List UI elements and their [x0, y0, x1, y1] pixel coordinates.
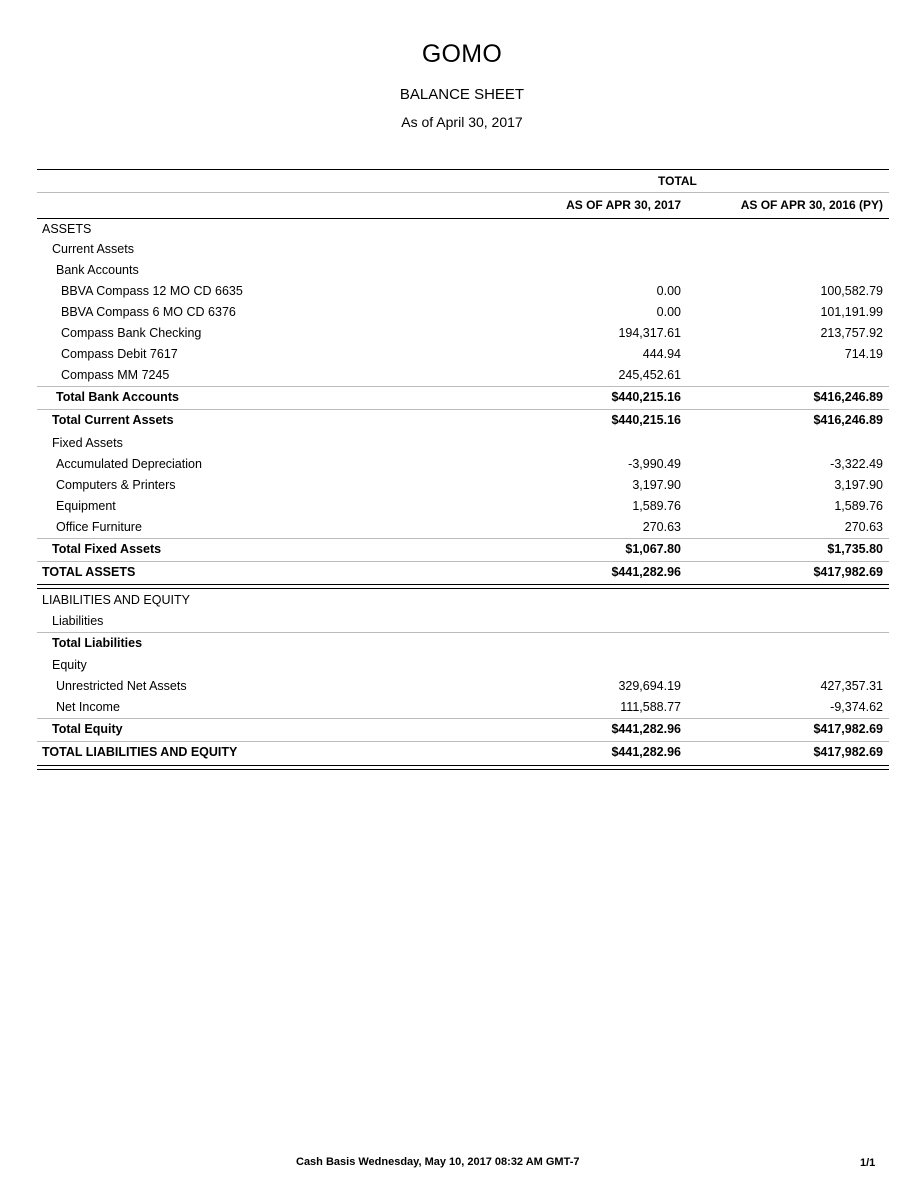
row-label: Bank Accounts	[56, 263, 139, 277]
row-value-2016: 714.19	[844, 347, 883, 361]
row-value-2017: 111,588.77	[620, 700, 681, 714]
row-value-2017: 329,694.19	[618, 679, 681, 693]
row-label: BBVA Compass 6 MO CD 6376	[61, 305, 236, 319]
row-value-2016: 1,589.76	[834, 499, 883, 513]
row-value-2017: $440,215.16	[611, 390, 681, 404]
row-value-2016: -9,374.62	[830, 700, 883, 714]
row-label: Net Income	[56, 700, 120, 714]
group-current-assets	[37, 239, 889, 260]
group-liabilities	[37, 611, 889, 632]
row-label: TOTAL ASSETS	[42, 565, 136, 579]
column-headers	[37, 193, 889, 219]
row-label: Total Equity	[52, 722, 123, 736]
row-value-2017: 3,197.90	[632, 478, 681, 492]
total-liabilities-equity-row	[37, 741, 889, 765]
row-value-2016: $1,735.80	[827, 542, 883, 556]
row-value-2017: 194,317.61	[618, 326, 681, 340]
total-fixed-assets-row	[37, 538, 889, 561]
row-value-2017: $441,282.96	[611, 722, 681, 736]
row-label: Total Current Assets	[52, 413, 174, 427]
row-value-2017: $441,282.96	[611, 745, 681, 759]
column-header-2017: AS OF APR 30, 2017	[566, 198, 681, 212]
row-label: TOTAL LIABILITIES AND EQUITY	[42, 745, 238, 759]
group-bank-accounts	[37, 260, 889, 281]
row-value-2017: 245,452.61	[618, 368, 681, 382]
row-value-2016: -3,322.49	[830, 457, 883, 471]
section-liabilities-equity	[37, 590, 889, 611]
row-label: ASSETS	[42, 222, 92, 236]
column-header-2016: AS OF APR 30, 2016 (PY)	[740, 198, 883, 212]
row-label: Total Liabilities	[52, 636, 143, 650]
group-fixed-assets	[37, 433, 889, 454]
group-equity	[37, 655, 889, 676]
table-row	[37, 697, 889, 718]
row-value-2017: 270.63	[642, 520, 681, 534]
total-liabilities-row	[37, 632, 889, 655]
table-row	[37, 281, 889, 302]
row-value-2016: $416,246.89	[813, 390, 883, 404]
row-value-2016: $416,246.89	[813, 413, 883, 427]
row-value-2016: $417,982.69	[813, 745, 883, 759]
row-label: Total Bank Accounts	[56, 390, 179, 404]
table-row	[37, 517, 889, 538]
row-value-2017: 0.00	[656, 284, 681, 298]
row-label: Liabilities	[52, 614, 104, 628]
footer-text: Cash Basis Wednesday, May 10, 2017 08:32 AM GMT-7	[296, 1156, 580, 1168]
row-label: Accumulated Depreciation	[56, 457, 202, 471]
table-row	[37, 323, 889, 344]
row-label: Office Furniture	[56, 520, 142, 534]
row-value-2016: 100,582.79	[820, 284, 883, 298]
row-value-2016: 213,757.92	[820, 326, 883, 340]
row-label: Computers & Printers	[56, 478, 176, 492]
table-row	[37, 496, 889, 517]
row-value-2016: 427,357.31	[820, 679, 883, 693]
row-value-2016: 101,191.99	[820, 305, 883, 319]
row-value-2017: -3,990.49	[628, 457, 681, 471]
section-assets	[37, 219, 889, 239]
report-date: As of April 30, 2017	[401, 114, 523, 130]
company-name: GOMO	[421, 40, 503, 68]
column-group-header	[37, 170, 889, 193]
row-value-2016: 3,197.90	[834, 478, 883, 492]
row-value-2017: 0.00	[656, 305, 681, 319]
row-label: Unrestricted Net Assets	[56, 679, 187, 693]
row-value-2016: 270.63	[844, 520, 883, 534]
table-row	[37, 302, 889, 323]
row-label: Compass Bank Checking	[61, 326, 202, 340]
double-rule	[37, 584, 889, 589]
row-label: Current Assets	[52, 242, 134, 256]
row-value-2017: $440,215.16	[611, 413, 681, 427]
table-row	[37, 454, 889, 475]
row-label: Compass MM 7245	[61, 368, 170, 382]
row-label: Equity	[52, 658, 87, 672]
row-value-2017: 1,589.76	[632, 499, 681, 513]
total-equity-row	[37, 718, 889, 741]
table-row	[37, 676, 889, 697]
row-label: LIABILITIES AND EQUITY	[42, 593, 190, 607]
total-header: TOTAL	[658, 174, 697, 188]
total-assets-row	[37, 561, 889, 584]
total-bank-accounts-row	[37, 386, 889, 409]
row-label: BBVA Compass 12 MO CD 6635	[61, 284, 243, 298]
table-row	[37, 344, 889, 365]
table-row	[37, 365, 889, 386]
page-number: 1/1	[860, 1157, 876, 1169]
row-label: Fixed Assets	[52, 436, 123, 450]
report-title: BALANCE SHEET	[399, 86, 525, 103]
table-row	[37, 475, 889, 496]
total-current-assets-row	[37, 409, 889, 433]
row-value-2017: $1,067.80	[625, 542, 681, 556]
row-label: Total Fixed Assets	[52, 542, 162, 556]
row-value-2016: $417,982.69	[813, 722, 883, 736]
row-value-2016: $417,982.69	[813, 565, 883, 579]
balance-sheet-table	[37, 169, 889, 771]
double-rule	[37, 765, 889, 770]
row-value-2017: 444.94	[642, 347, 681, 361]
row-label: Compass Debit 7617	[61, 347, 178, 361]
row-value-2017: $441,282.96	[611, 565, 681, 579]
row-label: Equipment	[56, 499, 116, 513]
